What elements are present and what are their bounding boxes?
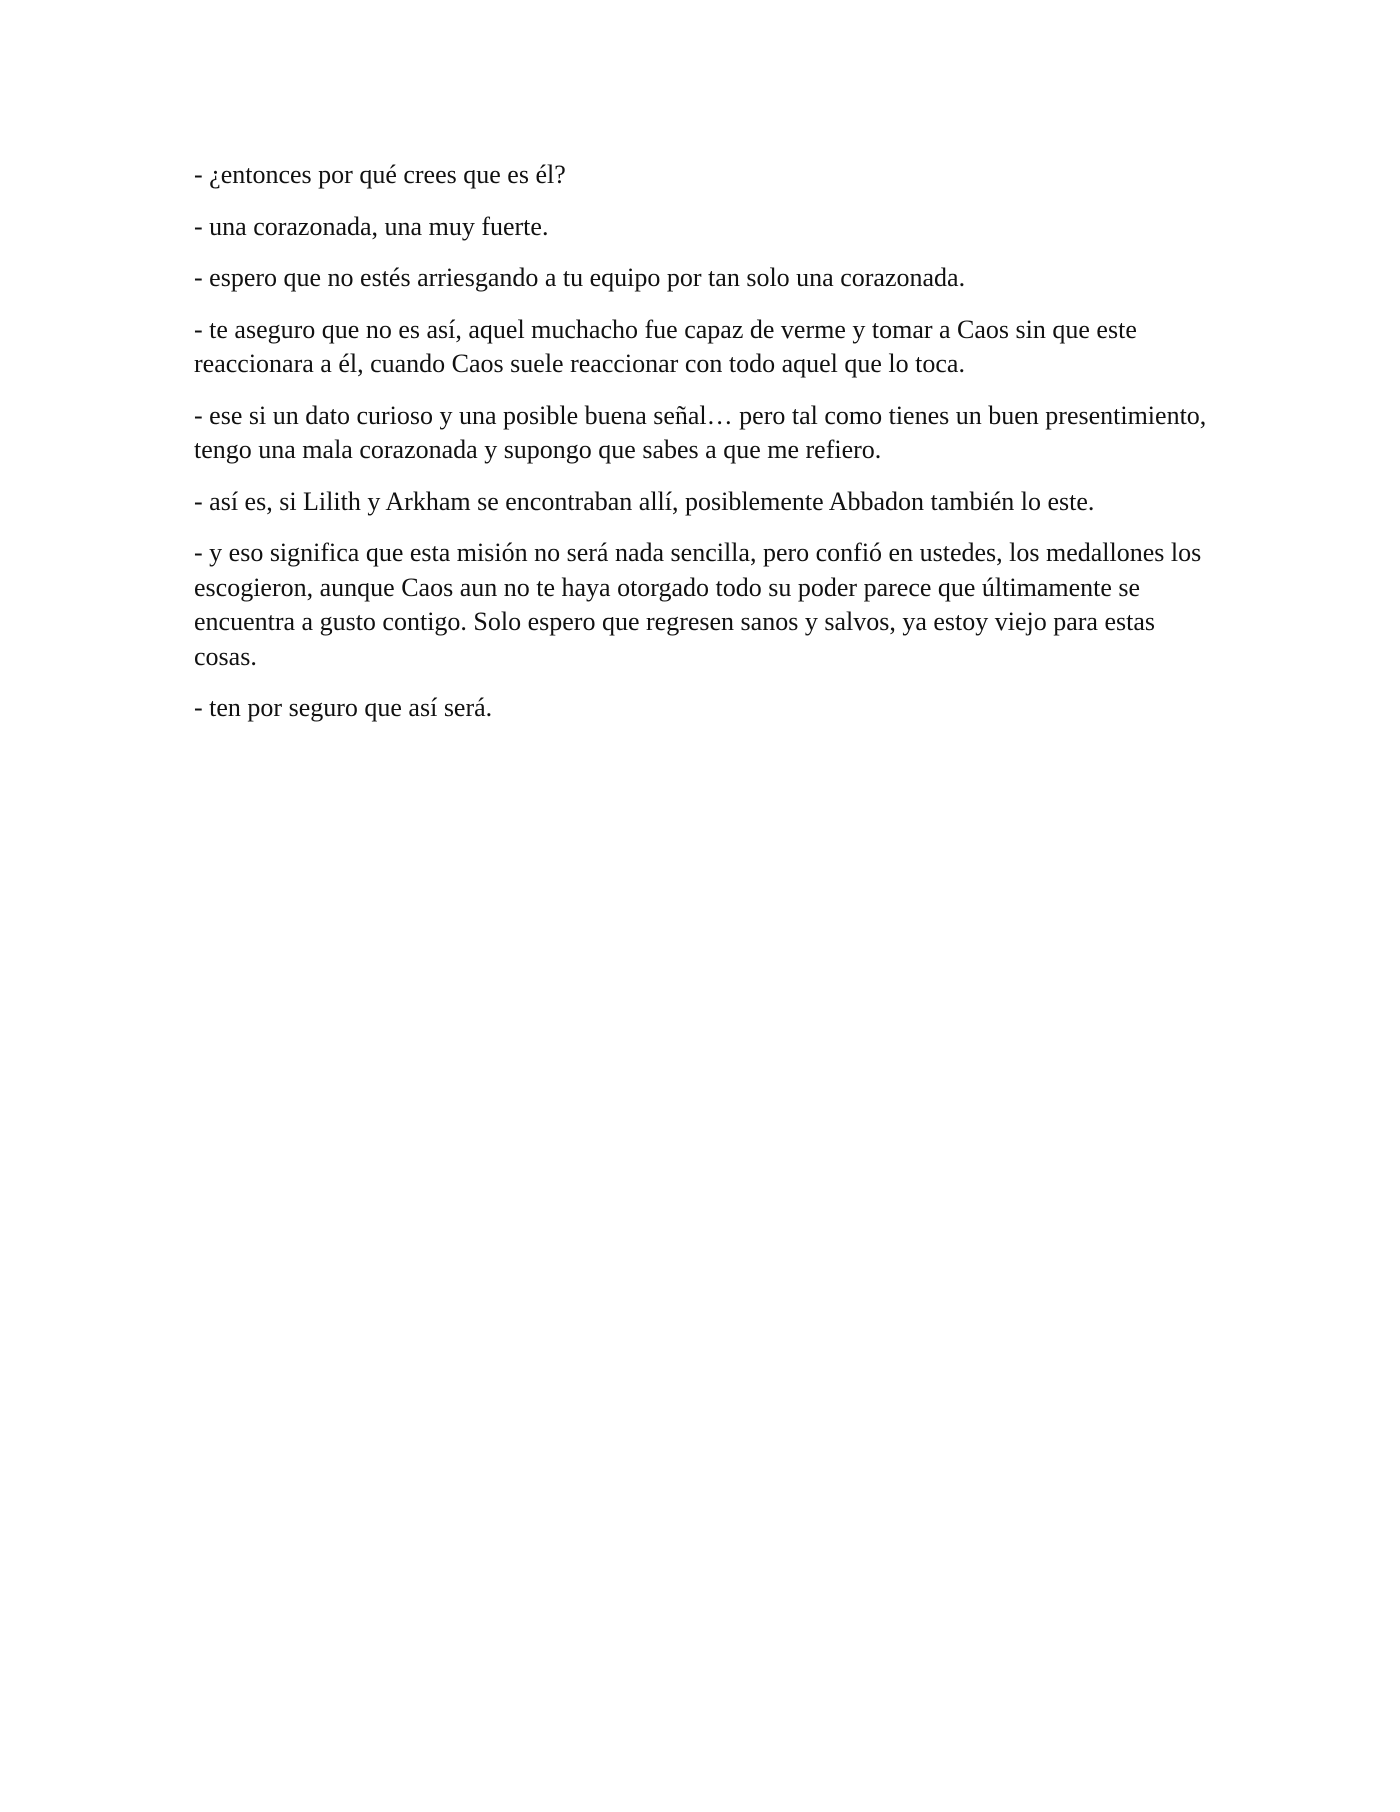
dialogue-paragraph: - ese si un dato curioso y una posible buena señal… pero tal como tienes un buen presentimiento, tengo una mala corazonada y supongo que sabes a que me refiero. (194, 400, 1207, 464)
dialogue-paragraph: - ¿entonces por qué crees que es él? (194, 160, 566, 189)
dialogue-paragraph: - y eso significa que esta misión no será nada sencilla, pero confió en ustedes, los medallones los escogieron, aunque Caos aun no te haya otorgado todo su poder parece que últimamente se encuentra a gusto contigo. Solo espero que regresen sanos y salvos, ya estoy viejo para estas cosas. (194, 538, 1202, 671)
dialogue-paragraph: - así es, si Lilith y Arkham se encontraban allí, posiblemente Abbadon también lo este. (194, 486, 1095, 516)
document-body (194, 158, 1214, 743)
dialogue-paragraph: - ten por seguro que así será. (194, 693, 493, 722)
dialogue-paragraph: - te aseguro que no es así, aquel muchacho fue capaz de verme y tomar a Caos sin que este reaccionara a él, cuando Caos suele reaccionar con todo aquel que lo toca. (194, 314, 1137, 378)
dialogue-paragraph: - espero que no estés arriesgando a tu equipo por tan solo una corazonada. (194, 263, 966, 292)
dialogue-paragraph: - una corazonada, una muy fuerte. (194, 211, 549, 241)
